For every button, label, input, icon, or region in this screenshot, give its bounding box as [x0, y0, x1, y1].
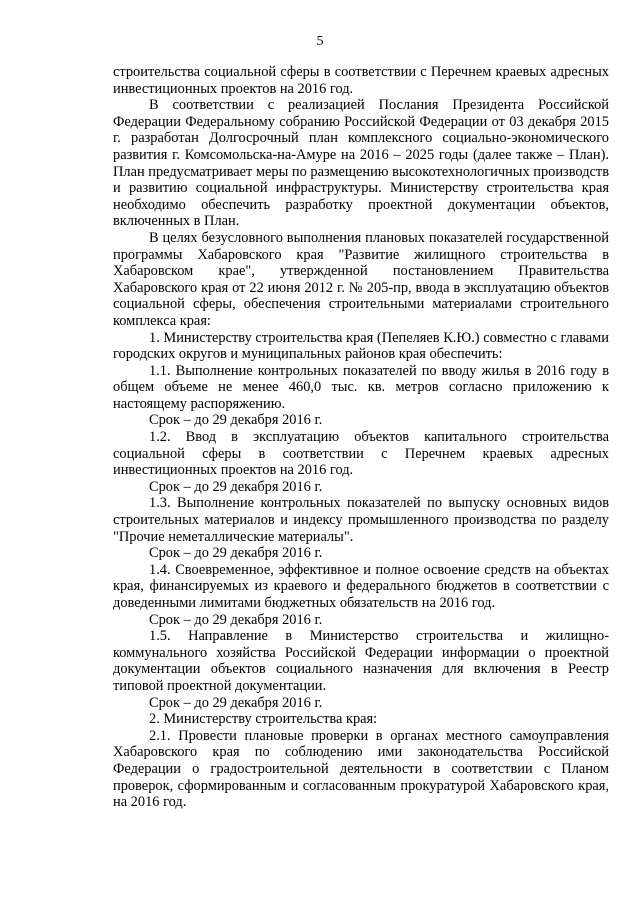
paragraph: 2. Министерству строительства края:: [149, 711, 378, 728]
paragraph: 1.4. Своевременное, эффективное и полное освоение средств на объектах края, финансируемых из краевого и федерального бюджетов в соответствии с доведенными лимитами бюджетных обязательств на 2016 год.: [113, 561, 609, 611]
deadline-line: Срок – до 29 декабря 2016 г.: [149, 412, 323, 429]
paragraph: 1.5. Направление в Министерство строительства и жилищно-коммунального хозяйства Российской Федерации информации о проектной документации объектов социального назначения для включения в Реестр типовой проектной документации.: [113, 628, 609, 694]
deadline-line: Срок – до 29 декабря 2016 г.: [149, 545, 323, 562]
deadline-line: Срок – до 29 декабря 2016 г.: [149, 478, 323, 495]
document-body: [113, 64, 609, 811]
paragraph: В целях безусловного выполнения плановых показателей государственной программы Хабаровского края "Развитие жилищного строительства в Хабаровском крае", утвержденной постановлением Правительства Хабаровского края от 22 июня 2012 г. № 205-пр, ввода в эксплуатацию объектов социальной сферы, обеспечения строительными материалами строительного комплекса края:: [113, 229, 609, 329]
deadline-line: Срок – до 29 декабря 2016 г.: [149, 611, 323, 628]
page-number: 5: [316, 34, 324, 49]
paragraph: 1.1. Выполнение контрольных показателей по вводу жилья в 2016 году в общем объеме не менее 460,0 тыс. кв. метров согласно приложению к настоящему распоряжению.: [113, 362, 609, 412]
deadline-line: Срок – до 29 декабря 2016 г.: [149, 694, 323, 711]
paragraph: 1. Министерству строительства края (Пепеляев К.Ю.) совместно с главами городских округов и муниципальных районов края обеспечить:: [113, 329, 609, 363]
paragraph: строительства социальной сферы в соответствии с Перечнем краевых адресных инвестиционных проектов на 2016 год.: [113, 64, 609, 97]
paragraph: 2.1. Провести плановые проверки в органах местного самоуправления Хабаровского края по соблюдению ими законодательства Российской Федерации о градостроительной деятельности в соответствии с Планом проверок, сформированным и согласованным прокуратурой Хабаровского края, на 2016 год.: [113, 727, 609, 811]
paragraph: 1.3. Выполнение контрольных показателей по выпуску основных видов строительных материалов и индексу промышленного производства по разделу "Прочие неметаллические материалы".: [113, 495, 609, 545]
paragraph: 1.2. Ввод в эксплуатацию объектов капитального строительства социальной сферы в соответствии с Перечнем краевых адресных инвестиционных проектов на 2016 год.: [113, 429, 609, 479]
paragraph: В соответствии с реализацией Послания Президента Российской Федерации Федеральному собранию Российской Федерации от 03 декабря 2015 г. разработан Долгосрочный план комплексного социально-экономического развития г. Комсомольска-на-Амуре на 2016 – 2025 годы (далее также – План). План предусматривает меры по размещению высокотехнологичных производств и развитию социальной инфраструктуры. Министерству строительства края необходимо обеспечить разработку проектной документации объектов, включенных в План.: [113, 97, 609, 230]
